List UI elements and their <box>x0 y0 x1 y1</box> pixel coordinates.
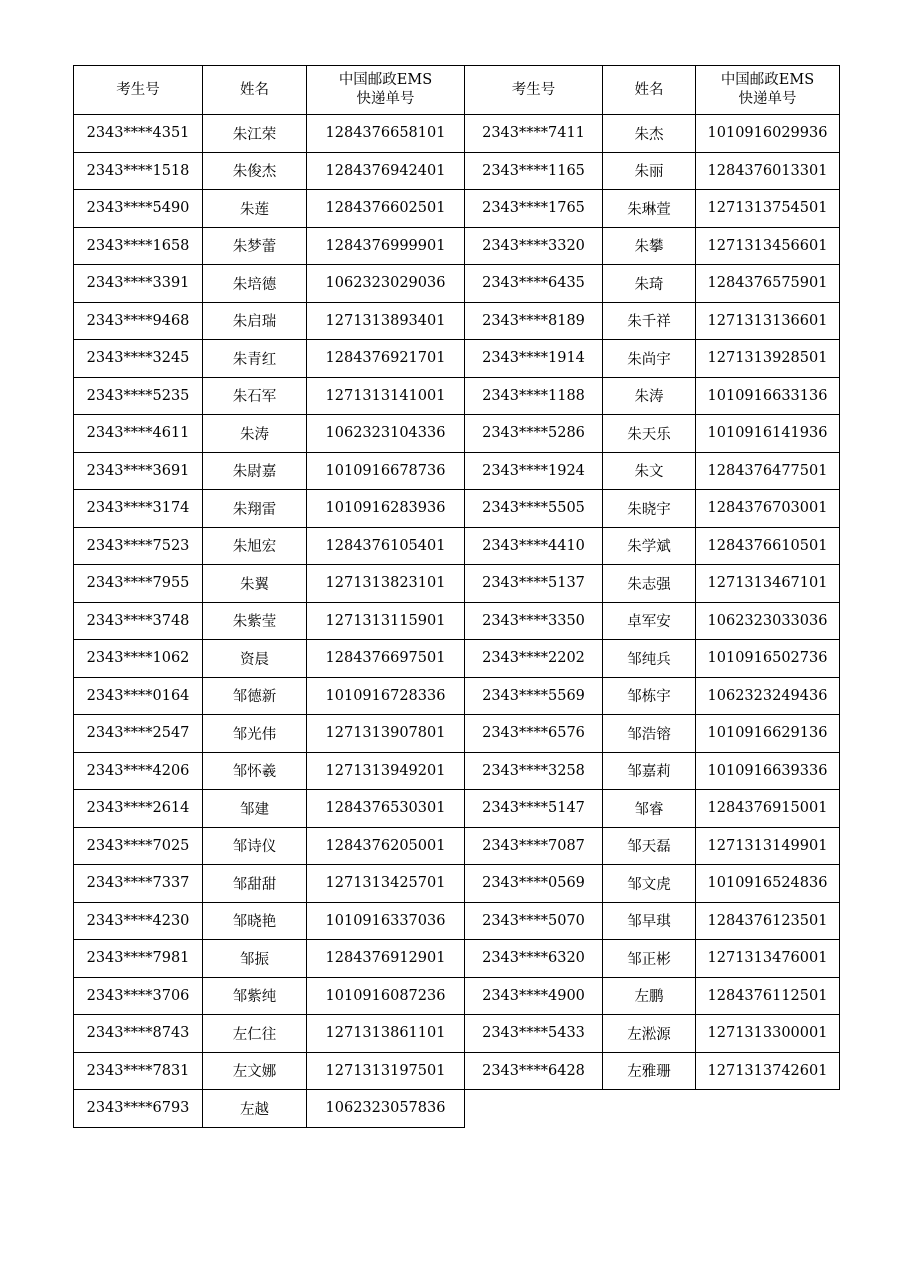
exam-id-cell: 2343****6320 <box>465 940 603 978</box>
ems-number-cell: 1284376477501 <box>696 452 840 490</box>
name-cell: 朱尉嘉 <box>203 452 307 490</box>
name-cell: 邹天磊 <box>603 827 696 865</box>
table-row <box>74 490 840 528</box>
name-cell: 邹睿 <box>603 790 696 828</box>
ems-number-cell: 1284376921701 <box>307 340 465 378</box>
table-row <box>74 940 840 978</box>
table-row <box>74 752 840 790</box>
name-cell: 邹浩镕 <box>603 715 696 753</box>
ems-number-cell: 1271313861101 <box>307 1015 465 1053</box>
header-exam-id: 考生号 <box>465 66 603 115</box>
ems-number-cell: 1284376610501 <box>696 527 840 565</box>
name-cell: 左文娜 <box>203 1052 307 1090</box>
header-row <box>74 66 840 115</box>
exam-id-cell: 2343****5433 <box>465 1015 603 1053</box>
name-cell: 朱紫莹 <box>203 602 307 640</box>
exam-id-cell: 2343****8189 <box>465 302 603 340</box>
ems-number-cell: 1284376112501 <box>696 977 840 1015</box>
exam-id-cell: 2343****1765 <box>465 190 603 228</box>
exam-id-cell: 2343****0569 <box>465 865 603 903</box>
name-cell: 左越 <box>203 1090 307 1128</box>
name-cell: 左雅珊 <box>603 1052 696 1090</box>
ems-tracking-table <box>73 65 840 1128</box>
table-row <box>74 265 840 303</box>
exam-id-cell: 2343****4351 <box>74 115 203 153</box>
exam-id-cell: 2343****4230 <box>74 902 203 940</box>
exam-id-cell: 2343****2202 <box>465 640 603 678</box>
name-cell: 资晨 <box>203 640 307 678</box>
ems-number-cell: 1284376915001 <box>696 790 840 828</box>
header-ems-line1: 中国邮政EMS <box>720 72 815 88</box>
name-cell: 邹正彬 <box>603 940 696 978</box>
ems-number-cell: 1271313141001 <box>307 377 465 415</box>
table-row <box>74 1090 840 1128</box>
exam-id-cell: 2343****1518 <box>74 152 203 190</box>
name-cell: 朱志强 <box>603 565 696 603</box>
name-cell: 朱丽 <box>603 152 696 190</box>
exam-id-cell: 2343****5235 <box>74 377 203 415</box>
name-cell: 朱梦蕾 <box>203 227 307 265</box>
exam-id-cell: 2343****1188 <box>465 377 603 415</box>
ems-number-cell: 1271313928501 <box>696 340 840 378</box>
ems-number-cell: 1284376013301 <box>696 152 840 190</box>
name-cell: 朱启瑞 <box>203 302 307 340</box>
header-name: 姓名 <box>203 66 307 115</box>
exam-id-cell: 2343****1924 <box>465 452 603 490</box>
exam-id-cell: 2343****7025 <box>74 827 203 865</box>
exam-id-cell: 2343****7981 <box>74 940 203 978</box>
name-cell: 邹纯兵 <box>603 640 696 678</box>
ems-number-cell: 1062323249436 <box>696 677 840 715</box>
exam-id-cell: 2343****6435 <box>465 265 603 303</box>
name-cell: 朱千祥 <box>603 302 696 340</box>
table-row <box>74 302 840 340</box>
ems-number-cell: 1062323104336 <box>307 415 465 453</box>
ems-number-cell: 1271313425701 <box>307 865 465 903</box>
name-cell: 邹栋宇 <box>603 677 696 715</box>
ems-number-cell: 1010916337036 <box>307 902 465 940</box>
ems-number-cell: 1271313149901 <box>696 827 840 865</box>
ems-number-cell: 1062323033036 <box>696 602 840 640</box>
ems-number-cell: 1010916087236 <box>307 977 465 1015</box>
table-row <box>74 602 840 640</box>
name-cell: 朱涛 <box>203 415 307 453</box>
header-exam-id: 考生号 <box>74 66 203 115</box>
exam-id-cell: 2343****3258 <box>465 752 603 790</box>
exam-id-cell: 2343****9468 <box>74 302 203 340</box>
ems-number-cell: 1284376999901 <box>307 227 465 265</box>
ems-number-cell: 1271313115901 <box>307 602 465 640</box>
ems-number-cell: 1284376703001 <box>696 490 840 528</box>
table-row <box>74 227 840 265</box>
exam-id-cell: 2343****4900 <box>465 977 603 1015</box>
ems-number-cell: 1271313907801 <box>307 715 465 753</box>
name-cell: 邹晓艳 <box>203 902 307 940</box>
ems-number-cell: 1010916141936 <box>696 415 840 453</box>
name-cell: 邹甜甜 <box>203 865 307 903</box>
header-ems-number <box>307 66 465 115</box>
ems-number-cell: 1010916678736 <box>307 452 465 490</box>
table-row <box>74 677 840 715</box>
exam-id-cell: 2343****4611 <box>74 415 203 453</box>
ems-number-cell: 1271313742601 <box>696 1052 840 1090</box>
table-row <box>74 865 840 903</box>
exam-id-cell: 2343****1062 <box>74 640 203 678</box>
table-row <box>74 790 840 828</box>
ems-number-cell: 1010916029936 <box>696 115 840 153</box>
exam-id-cell: 2343****3691 <box>74 452 203 490</box>
name-cell: 邹建 <box>203 790 307 828</box>
header-ems-line2: 快递单号 <box>356 91 415 107</box>
table-row <box>74 377 840 415</box>
ems-number-cell: 1284376123501 <box>696 902 840 940</box>
name-cell: 卓军安 <box>603 602 696 640</box>
name-cell: 朱青红 <box>203 340 307 378</box>
exam-id-cell: 2343****1165 <box>465 152 603 190</box>
name-cell: 朱莲 <box>203 190 307 228</box>
exam-id-cell: 2343****1658 <box>74 227 203 265</box>
ems-number-cell: 1271313949201 <box>307 752 465 790</box>
name-cell: 朱尚宇 <box>603 340 696 378</box>
name-cell: 邹德新 <box>203 677 307 715</box>
table-row <box>74 640 840 678</box>
table-row <box>74 827 840 865</box>
table-row <box>74 340 840 378</box>
table-row <box>74 527 840 565</box>
header-ems-line2: 快递单号 <box>738 91 797 107</box>
name-cell: 朱翼 <box>203 565 307 603</box>
exam-id-cell: 2343****6793 <box>74 1090 203 1128</box>
empty-cell <box>465 1090 603 1128</box>
name-cell: 朱琦 <box>603 265 696 303</box>
exam-id-cell: 2343****2614 <box>74 790 203 828</box>
name-cell: 朱学斌 <box>603 527 696 565</box>
name-cell: 朱涛 <box>603 377 696 415</box>
ems-number-cell: 1271313300001 <box>696 1015 840 1053</box>
ems-number-cell: 1284376105401 <box>307 527 465 565</box>
exam-id-cell: 2343****3320 <box>465 227 603 265</box>
exam-id-cell: 2343****5505 <box>465 490 603 528</box>
ems-number-cell: 1010916502736 <box>696 640 840 678</box>
header-ems-number <box>696 66 840 115</box>
exam-id-cell: 2343****3174 <box>74 490 203 528</box>
table-row <box>74 565 840 603</box>
header-ems-line1: 中国邮政EMS <box>338 72 433 88</box>
exam-id-cell: 2343****7523 <box>74 527 203 565</box>
name-cell: 朱晓宇 <box>603 490 696 528</box>
name-cell: 朱培德 <box>203 265 307 303</box>
name-cell: 邹怀羲 <box>203 752 307 790</box>
ems-number-cell: 1284376658101 <box>307 115 465 153</box>
name-cell: 邹紫纯 <box>203 977 307 1015</box>
ems-number-cell: 1284376530301 <box>307 790 465 828</box>
name-cell: 朱翔雷 <box>203 490 307 528</box>
exam-id-cell: 2343****6576 <box>465 715 603 753</box>
name-cell: 朱攀 <box>603 227 696 265</box>
exam-id-cell: 2343****7337 <box>74 865 203 903</box>
table-row <box>74 152 840 190</box>
ems-number-cell: 1284376575901 <box>696 265 840 303</box>
name-cell: 邹振 <box>203 940 307 978</box>
ems-number-cell: 1271313456601 <box>696 227 840 265</box>
name-cell: 朱旭宏 <box>203 527 307 565</box>
ems-number-cell: 1010916629136 <box>696 715 840 753</box>
ems-number-cell: 1010916283936 <box>307 490 465 528</box>
table-row <box>74 415 840 453</box>
ems-number-cell: 1284376942401 <box>307 152 465 190</box>
exam-id-cell: 2343****8743 <box>74 1015 203 1053</box>
table-row <box>74 190 840 228</box>
exam-id-cell: 2343****3748 <box>74 602 203 640</box>
exam-id-cell: 2343****7087 <box>465 827 603 865</box>
ems-number-cell: 1010916639336 <box>696 752 840 790</box>
ems-number-cell: 1284376912901 <box>307 940 465 978</box>
name-cell: 邹嘉莉 <box>603 752 696 790</box>
ems-number-cell: 1271313754501 <box>696 190 840 228</box>
ems-number-cell: 1284376697501 <box>307 640 465 678</box>
table-row <box>74 977 840 1015</box>
exam-id-cell: 2343****5569 <box>465 677 603 715</box>
ems-number-cell: 1284376205001 <box>307 827 465 865</box>
exam-id-cell: 2343****7831 <box>74 1052 203 1090</box>
ems-number-cell: 1271313823101 <box>307 565 465 603</box>
exam-id-cell: 2343****5137 <box>465 565 603 603</box>
name-cell: 邹早琪 <box>603 902 696 940</box>
name-cell: 朱天乐 <box>603 415 696 453</box>
exam-id-cell: 2343****6428 <box>465 1052 603 1090</box>
exam-id-cell: 2343****5147 <box>465 790 603 828</box>
exam-id-cell: 2343****2547 <box>74 715 203 753</box>
header-name: 姓名 <box>603 66 696 115</box>
name-cell: 朱江荣 <box>203 115 307 153</box>
name-cell: 朱俊杰 <box>203 152 307 190</box>
exam-id-cell: 2343****3350 <box>465 602 603 640</box>
table-row <box>74 902 840 940</box>
name-cell: 邹文虎 <box>603 865 696 903</box>
exam-id-cell: 2343****1914 <box>465 340 603 378</box>
ems-number-cell: 1271313197501 <box>307 1052 465 1090</box>
exam-id-cell: 2343****4206 <box>74 752 203 790</box>
table-row <box>74 715 840 753</box>
table-row <box>74 115 840 153</box>
name-cell: 左鹏 <box>603 977 696 1015</box>
name-cell: 朱文 <box>603 452 696 490</box>
ems-number-cell: 1271313476001 <box>696 940 840 978</box>
exam-id-cell: 2343****3706 <box>74 977 203 1015</box>
exam-id-cell: 2343****5286 <box>465 415 603 453</box>
name-cell: 朱琳萱 <box>603 190 696 228</box>
ems-number-cell: 1271313136601 <box>696 302 840 340</box>
exam-id-cell: 2343****7955 <box>74 565 203 603</box>
exam-id-cell: 2343****3391 <box>74 265 203 303</box>
name-cell: 邹光伟 <box>203 715 307 753</box>
ems-number-cell: 1271313467101 <box>696 565 840 603</box>
ems-number-cell: 1271313893401 <box>307 302 465 340</box>
name-cell: 左淞源 <box>603 1015 696 1053</box>
exam-id-cell: 2343****7411 <box>465 115 603 153</box>
ems-number-cell: 1010916524836 <box>696 865 840 903</box>
name-cell: 邹诗仪 <box>203 827 307 865</box>
exam-id-cell: 2343****4410 <box>465 527 603 565</box>
empty-cell <box>696 1090 840 1128</box>
table-row <box>74 452 840 490</box>
ems-number-cell: 1062323057836 <box>307 1090 465 1128</box>
exam-id-cell: 2343****5070 <box>465 902 603 940</box>
exam-id-cell: 2343****0164 <box>74 677 203 715</box>
ems-number-cell: 1284376602501 <box>307 190 465 228</box>
empty-cell <box>603 1090 696 1128</box>
table-row <box>74 1052 840 1090</box>
name-cell: 朱杰 <box>603 115 696 153</box>
exam-id-cell: 2343****5490 <box>74 190 203 228</box>
name-cell: 朱石军 <box>203 377 307 415</box>
ems-number-cell: 1062323029036 <box>307 265 465 303</box>
table-row <box>74 1015 840 1053</box>
ems-number-cell: 1010916728336 <box>307 677 465 715</box>
ems-number-cell: 1010916633136 <box>696 377 840 415</box>
name-cell: 左仁往 <box>203 1015 307 1053</box>
exam-id-cell: 2343****3245 <box>74 340 203 378</box>
